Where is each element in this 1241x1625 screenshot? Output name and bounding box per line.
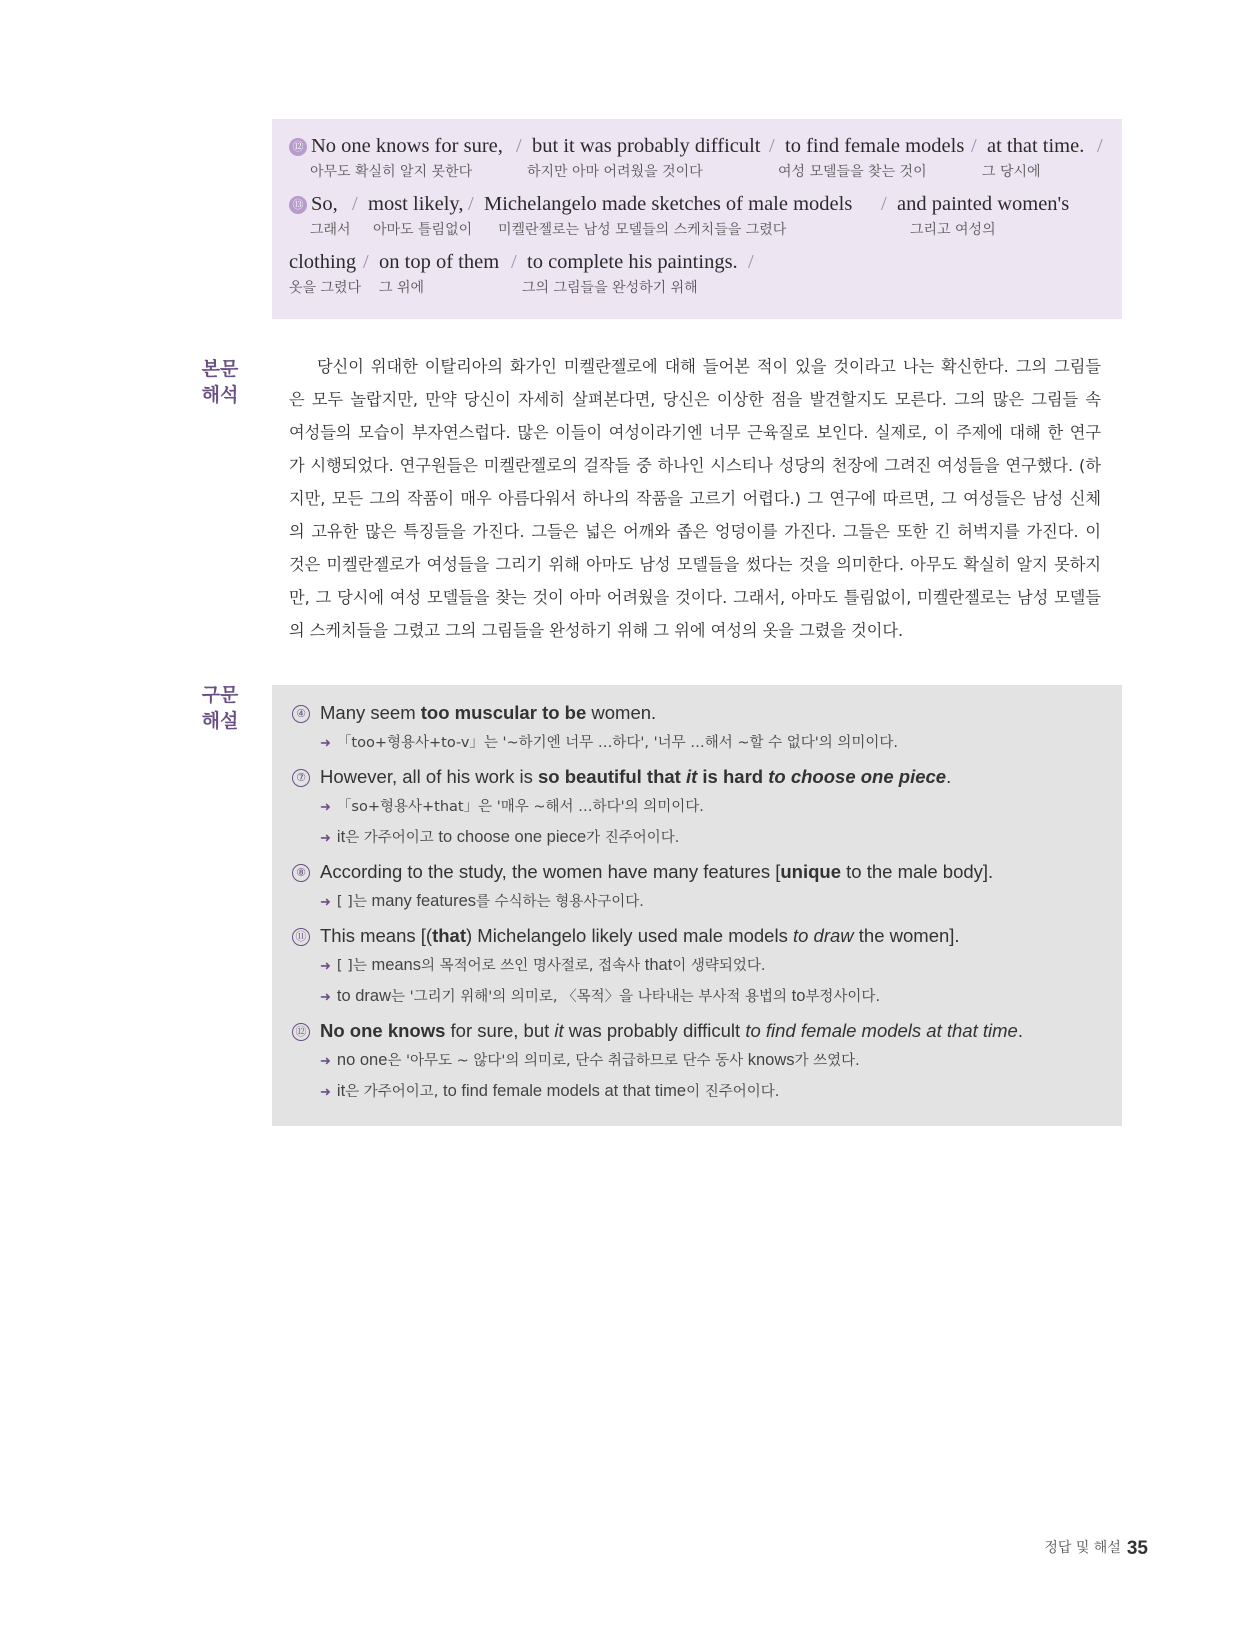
page-number: 35	[1126, 1538, 1148, 1559]
arrow-icon: ➜	[320, 1084, 331, 1099]
chunk-slash: /	[748, 251, 754, 273]
page-footer	[1044, 1537, 1148, 1560]
item-number-badge: ⑧	[292, 864, 310, 882]
chunk-slash: /	[769, 135, 775, 157]
chunk-slash: /	[468, 193, 474, 215]
chunk: So,	[311, 193, 338, 215]
sentence-number-badge: ⑬	[289, 196, 307, 214]
sentence-13-english	[289, 189, 1109, 219]
gloss: 그리고 여성의	[910, 222, 996, 238]
chunk: to find female models	[785, 135, 965, 157]
grammar-item-8: ⑧ According to the study, the women have many features [unique to the male body].	[292, 857, 993, 887]
chunk: Michelangelo made sketches of male models	[484, 193, 853, 215]
gloss: 그 위에	[379, 280, 425, 296]
gloss: 아무도 확실히 알지 못한다	[310, 164, 473, 180]
grammar-item-4: ④ Many seem too muscular to be women.	[292, 698, 656, 728]
chunk: at that time.	[987, 135, 1085, 157]
item-number-badge: ⑪	[292, 928, 310, 946]
translation-line: 의 고유한 많은 특징들을 가진다. 그들은 넓은 어깨와 좁은 엉덩이를 가진다. 그들은 또한 긴 허벅지를 가진다. 이	[289, 522, 1101, 541]
gloss: 하지만 아마 어려웠을 것이다	[527, 164, 703, 180]
chunk: to complete his paintings.	[527, 251, 738, 273]
translation-line: 만, 그 당시에 여성 모델들을 찾는 것이 아마 어려웠을 것이다. 그래서, 아마도 틀림없이, 미켈란젤로는 남성 모델들	[289, 588, 1101, 607]
chunk-slash: /	[971, 135, 977, 157]
chunk: but it was probably difficult	[532, 135, 761, 157]
grammar-notes-box	[272, 685, 1122, 1126]
gloss: 그래서	[310, 222, 351, 238]
arrow-icon: ➜	[320, 799, 331, 814]
translation-line: 것은 미켈란젤로가 여성들을 그리기 위해 아마도 남성 모델들을 썼다는 것을 의미한다. 아무도 확실히 알지 못하지	[289, 555, 1101, 574]
gloss: 그의 그림들을 완성하기 위해	[522, 280, 698, 296]
chunk-slash: /	[516, 135, 522, 157]
sentence-13-english-continued	[289, 247, 1109, 277]
section-label-grammar: 구문 해설	[201, 684, 239, 732]
section-label-translation: 본문 해석	[201, 358, 239, 406]
translation-line: 은 모두 놀랍지만, 만약 당신이 자세히 살펴본다면, 당신은 이상한 점을 발견할지도 모른다. 그의 많은 그림들 속	[289, 390, 1101, 409]
translation-line: 당신이 위대한 이탈리아의 화가인 미켈란젤로에 대해 들어본 적이 있을 것이라고 나는 확신한다. 그의 그림들	[317, 357, 1101, 376]
reading-passage-box	[272, 119, 1122, 319]
grammar-note: ➜ it은 가주어이고, to find female models at that time이 진주어이다.	[320, 1082, 780, 1100]
sentence-number-badge: ⑫	[289, 138, 307, 156]
footer-title: 정답 및 해설	[1044, 1540, 1121, 1556]
grammar-note: ➜ 「so+형용사+that」은 '매우 ~해서 …하다'의 의미이다.	[320, 799, 704, 815]
arrow-icon: ➜	[320, 735, 331, 750]
translation-line: 지만, 모든 그의 작품이 매우 아름다워서 하나의 작품을 고르기 어렵다.) 그 연구에 따르면, 그 여성들은 남성 신체	[289, 489, 1101, 508]
arrow-icon: ➜	[320, 958, 331, 973]
chunk: clothing	[289, 251, 357, 273]
grammar-note: ➜ to draw는 '그리기 위해'의 의미로, 〈목적〉을 나타내는 부사적 용법의 to부정사이다.	[320, 987, 881, 1005]
arrow-icon: ➜	[320, 830, 331, 845]
grammar-note: ➜ it은 가주어이고 to choose one piece가 진주어이다.	[320, 828, 680, 846]
chunk-slash: /	[363, 251, 369, 273]
gloss: 그 당시에	[982, 164, 1041, 180]
grammar-note: ➜ [ ]는 means의 목적어로 쓰인 명사절로, 접속사 that이 생략되었다.	[320, 956, 766, 974]
grammar-note: ➜ 「too+형용사+to-v」는 '~하기엔 너무 …하다', '너무 …해서 ~할 수 없다'의 의미이다.	[320, 735, 898, 751]
chunk-slash: /	[352, 193, 358, 215]
chunk: No one knows for sure,	[311, 135, 503, 157]
grammar-item-7: ⑦ However, all of his work is so beautiful that it is hard to choose one piece.	[292, 762, 951, 792]
arrow-icon: ➜	[320, 894, 331, 909]
chunk: and painted women's	[897, 193, 1070, 215]
sentence-12-english	[289, 131, 1109, 161]
gloss: 옷을 그렸다	[289, 280, 362, 296]
chunk: on top of them	[379, 251, 500, 273]
arrow-icon: ➜	[320, 1053, 331, 1068]
gloss: 미켈란젤로는 남성 모델들의 스케치들을 그렸다	[498, 222, 787, 238]
item-number-badge: ⑦	[292, 769, 310, 787]
grammar-item-11: ⑪ This means [(that) Michelangelo likely used male models to draw the women].	[292, 921, 960, 951]
grammar-note: ➜ no one은 '아무도 ~ 않다'의 의미로, 단수 취급하므로 단수 동사 knows가 쓰였다.	[320, 1051, 860, 1069]
gloss: 여성 모델들을 찾는 것이	[778, 164, 927, 180]
item-number-badge: ④	[292, 705, 310, 723]
chunk-slash: /	[1097, 135, 1103, 157]
item-number-badge: ⑫	[292, 1023, 310, 1041]
translation-line: 의 스케치들을 그렸고 그의 그림들을 완성하기 위해 그 위에 여성의 옷을 그렸을 것이다.	[289, 621, 904, 640]
gloss: 아마도 틀림없이	[373, 222, 473, 238]
chunk-slash: /	[881, 193, 887, 215]
grammar-note: ➜ [ ]는 many features를 수식하는 형용사구이다.	[320, 892, 644, 910]
grammar-item-12: ⑫ No one knows for sure, but it was probably difficult to find female models at that time.	[292, 1016, 1023, 1046]
translation-line: 가 시행되었다. 연구원들은 미켈란젤로의 걸작들 중 하나인 시스티나 성당의 천장에 그려진 여성들을 연구했다. (하	[289, 456, 1101, 475]
arrow-icon: ➜	[320, 989, 331, 1004]
chunk: most likely,	[368, 193, 464, 215]
chunk-slash: /	[511, 251, 517, 273]
translation-line: 여성들의 모습이 부자연스럽다. 많은 이들이 여성이라기엔 너무 근육질로 보인다. 실제로, 이 주제에 대해 한 연구	[289, 423, 1101, 442]
